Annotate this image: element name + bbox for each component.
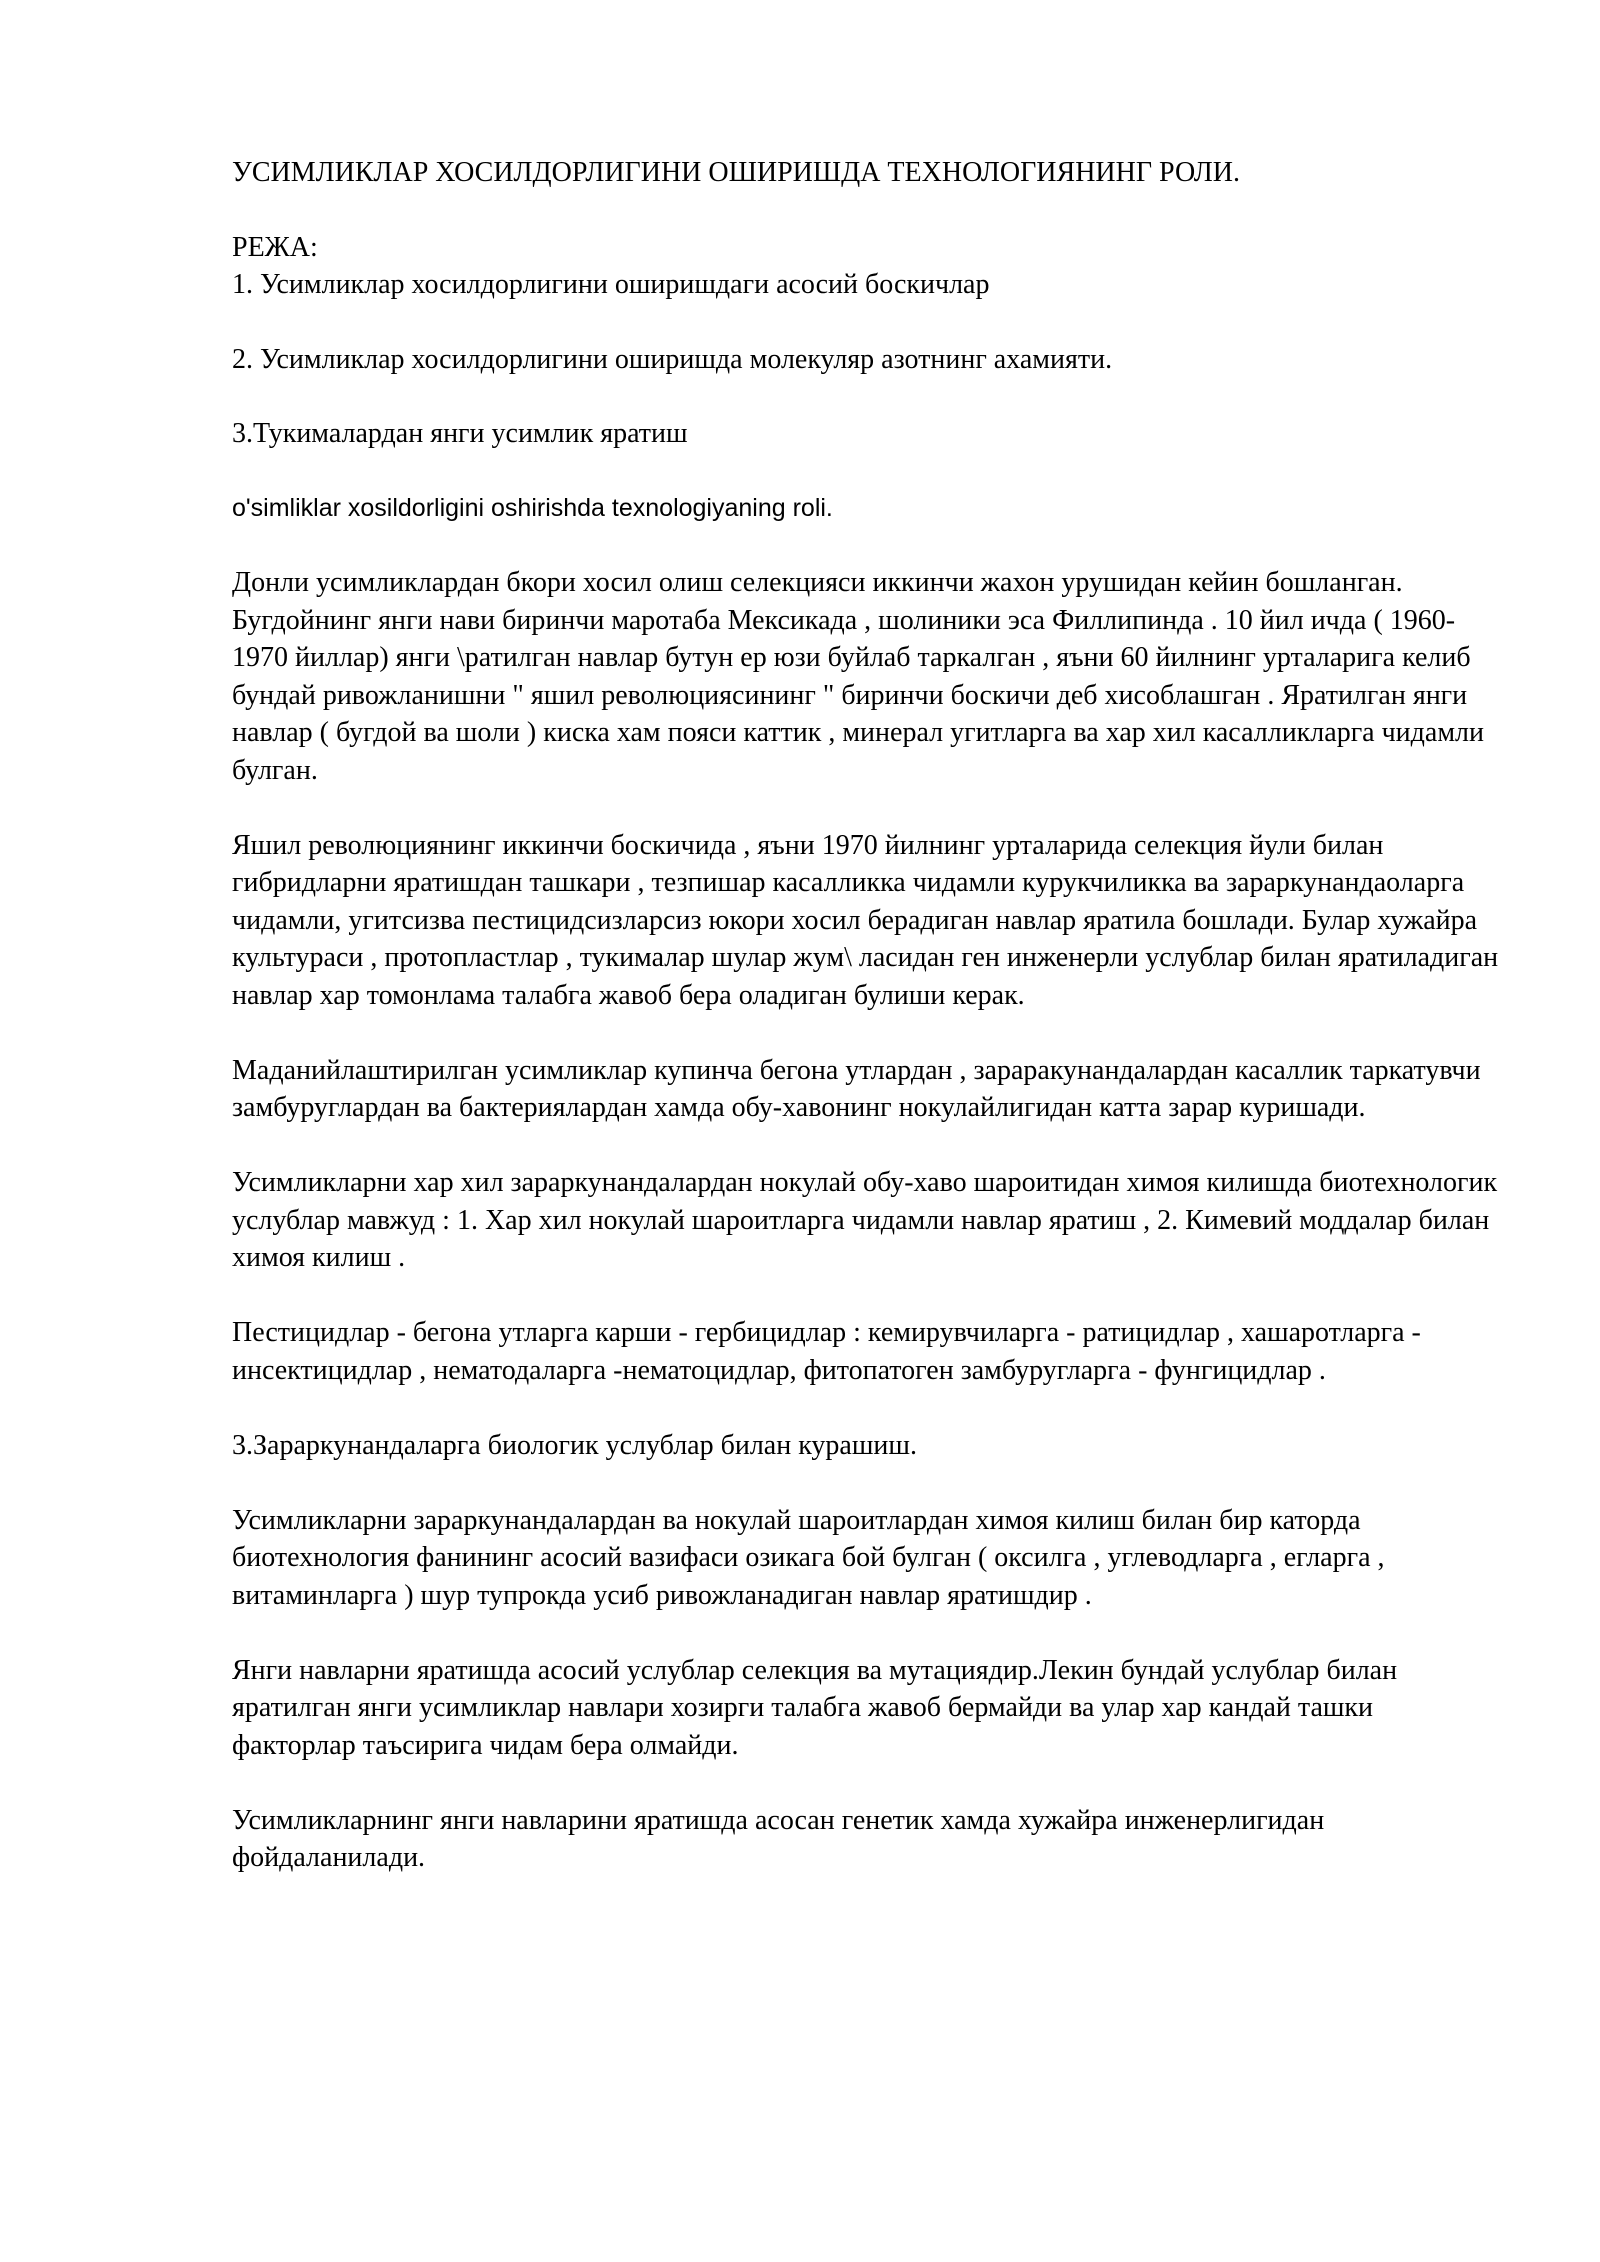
- paragraph-8: Усимликларнинг янги навларини яратишда асосан генетик хамда хужайра инженерлигидан фойдаланилади.: [232, 1804, 1325, 1873]
- paragraph-3: Маданийлаштирилган усимликлар купинча бегона утлардан , зараракунандалардан касаллик таркатувчи замбуруглардан ва бактериялардан хамда обу-хавонинг нокулайлигидан катта зарар куришади.: [232, 1054, 1481, 1123]
- section-heading-3: 3.Зараркунандаларга биологик услублар билан курашиш.: [232, 1429, 917, 1461]
- paragraph-1: Донли усимликлардан бкори хосил олиш селекцияси иккинчи жахон урушидан кейин бошланган. Бугдойнинг янги нави биринчи маротаба Мексикада , шолиники эса Филлипинда . 10 йил ичда ( 1960-1970 йиллар) янги \ратилган навлар бутун ер юзи буйлаб таркалган , яъни 60 йилнинг урталарига келиб бундай ривожланишни " яшил революциясининг " биринчи боскичи деб хисоблашган . Яратилган янги навлар ( бугдой ва шоли ) киска хам пояси каттик , минерал угитларга ва хар хил касалликларга чидамли булган.: [232, 567, 1485, 786]
- paragraph-4: Усимликларни хар хил зараркунандалардан нокулай обу-хаво шароитидан химоя килишда биотехнологик услублар мавжуд : 1. Хар хил нокулай шароитларга чидамли навлар яратиш , 2. Кимевий моддалар билан химоя килиш .: [232, 1167, 1498, 1273]
- latin-title-line: o'simliklar xosildorligini oshirishda texnologiyaning roli.: [232, 493, 833, 522]
- document-body: [232, 154, 1502, 1914]
- paragraph-2: Яшил революциянинг иккинчи боскичида , яъни 1970 йилнинг урталарида селекция йули билан гибридларни яратишдан ташкари , тезпишар касалликка чидамли курукчиликка ва зараркунандаоларга чидамли, угитсизва пестицидсизларсиз юкори хосил берадиган навлар яратила бошлади. Булар хужайра культураси , протопластлар , тукималар шулар жум\ ласидан ген инженерли услублар билан яратиладиган навлар хар томонлама талабга жавоб бера оладиган булиши керак.: [232, 829, 1499, 1011]
- paragraph-5: Пестицидлар - бегона утларга карши - гербицидлар : кемирувчиларга - ратицидлар , хашаротларга - инсектицидлар , нематодаларга -нематоцидлар, фитопатоген замбуругларга - фунгицидлар .: [232, 1317, 1421, 1386]
- document-title: УСИМЛИКЛАР ХОСИЛДОРЛИГИНИ ОШИРИШДА ТЕХНОЛОГИЯНИНГ РОЛИ.: [232, 157, 1240, 188]
- paragraph-6: Усимликларни зараркунандалардан ва нокулай шароитлардан химоя килиш билан бир каторда биотехнология фанининг асосий вазифаси озикага бой булган ( оксилга , углеводларга , егларга , витаминларга ) шур тупрокда усиб ривожланадиган навлар яратишдир .: [232, 1504, 1385, 1611]
- paragraph-7: Янги навларни яратишда асосий услублар селекция ва мутациядир.Лекин бундай услублар билан яратилган янги усимликлар навлари хозирги талабга жавоб бермайди ва улар хар кандай ташки факторлар таъсирига чидам бера олмайди.: [232, 1654, 1398, 1761]
- plan-item-1: 1. Усимликлар хосилдорлигини оширишдаги асосий боскичлар: [232, 269, 990, 300]
- plan-item-2: 2. Усимликлар хосилдорлигини оширишда молекуляр азотнинг ахамияти.: [232, 343, 1113, 375]
- plan-item-3: 3.Тукималардан янги усимлик яратиш: [232, 418, 688, 449]
- plan-heading: РЕЖА:: [232, 231, 318, 263]
